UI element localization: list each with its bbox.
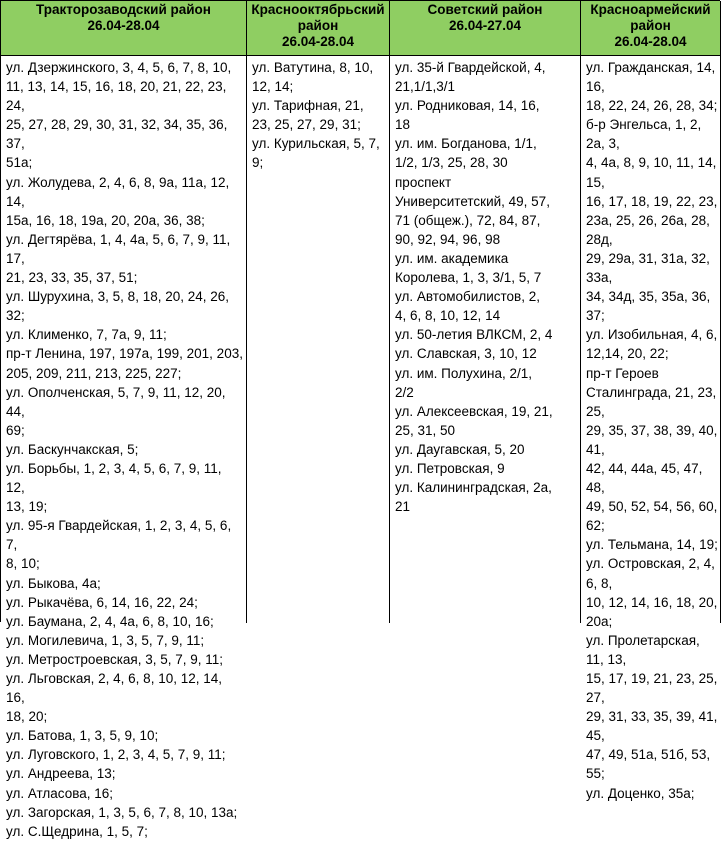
- address-line: ул. Петровская, 9: [395, 460, 505, 476]
- address-line: 21, 23, 33, 35, 37, 51;: [6, 270, 138, 286]
- address-line: ул. Ополченская, 5, 7, 9, 11, 12, 20, 44,: [6, 384, 226, 419]
- address-line: ул. Клименко, 7, 7а, 9, 11;: [6, 327, 167, 343]
- address-line: 2/2: [395, 384, 414, 400]
- address-line: 8, 10;: [6, 556, 40, 572]
- address-line: 18: [395, 117, 411, 133]
- address-line: ул. Дегтярёва, 1, 4, 4а, 5, 6, 7, 9, 11, 17,: [6, 231, 231, 266]
- address-line: ул. Могилевича, 1, 3, 5, 7, 9, 11;: [6, 632, 205, 648]
- address-line: ул. Шурухина, 3, 5, 8, 18, 20, 24, 26, 32;: [6, 289, 230, 324]
- address-line: ул. Луговского, 1, 2, 3, 4, 5, 7, 9, 11;: [6, 747, 226, 763]
- address-line: 47, 49, 51а, 51б, 53, 55;: [586, 747, 711, 782]
- address-list: [581, 57, 720, 801]
- address-line: ул. Загорская, 1, 3, 5, 6, 7, 8, 10, 13а;: [6, 804, 238, 820]
- column-krasnooktyabrsky: [247, 1, 390, 623]
- address-line: ул. им. академика: [395, 250, 509, 266]
- column-krasnoarmeysky: [581, 1, 721, 801]
- address-line: ул. 95-я Гвардейская, 1, 2, 3, 4, 5, 6, 7,: [6, 518, 232, 553]
- address-line: ул. Пролетарская, 11, 13,: [586, 632, 700, 667]
- address-line: 29, 31, 33, 35, 39, 41, 45,: [586, 709, 718, 744]
- address-line: 13, 19;: [6, 499, 48, 515]
- address-line: ул. Автомобилистов, 2,: [395, 289, 540, 305]
- address-line: ул. им. Полухина, 2/1,: [395, 365, 532, 381]
- address-line: ул. Родниковая, 14, 16,: [395, 98, 540, 114]
- address-line: проспект: [395, 174, 452, 190]
- address-line: 21,1/1,3/1: [395, 79, 456, 95]
- address-list: [390, 57, 580, 623]
- address-line: ул. Борьбы, 1, 2, 3, 4, 5, 6, 7, 9, 11, 12,: [6, 460, 222, 496]
- address-line: пр-т Героев: [586, 365, 659, 381]
- address-line: ул. Жолудева, 2, 4, 6, 8, 9а, 11а, 12, 14,: [6, 174, 230, 209]
- address-line: ул. Изобильная, 4, 6,: [586, 327, 718, 343]
- column-header: [390, 1, 580, 56]
- address-line: 21: [395, 499, 411, 515]
- address-line: ул. Калининградская, 2а,: [395, 480, 552, 496]
- address-line: ул. Гражданская, 14, 16,: [586, 60, 716, 95]
- date-range: 26.04-28.04: [87, 18, 160, 33]
- address-line: 15а, 16, 18, 19а, 20, 20а, 36, 38;: [6, 212, 205, 228]
- district-name: Советский район: [427, 2, 543, 17]
- address-line: 29, 35, 37, 38, 39, 40, 41,: [586, 422, 718, 457]
- address-line: ул. Островская, 2, 4, 6, 8,: [586, 556, 715, 591]
- address-line: 51а;: [6, 155, 33, 171]
- address-line: ул. Батова, 1, 3, 5, 9, 10;: [6, 728, 159, 744]
- address-list: [1, 57, 246, 839]
- address-line: 25, 31, 50: [395, 422, 456, 438]
- district-name: Краснооктябрьский район: [251, 2, 385, 33]
- address-line: 90, 92, 94, 96, 98: [395, 231, 501, 247]
- address-line: 29, 29а, 31, 31а, 32, 33а,: [586, 250, 710, 286]
- address-line: 23, 25, 27, 29, 31;: [252, 117, 361, 133]
- address-line: Университетский, 49, 57,: [395, 193, 550, 209]
- column-sovetsky: [390, 1, 581, 623]
- address-line: ул. Алексеевская, 19, 21,: [395, 403, 553, 419]
- address-list: [247, 57, 389, 623]
- address-line: ул. Андреева, 13;: [6, 766, 116, 782]
- address-line: 18, 22, 24, 26, 28, 34;: [586, 98, 718, 114]
- address-line: ул. Метростроевская, 3, 5, 7, 9, 11;: [6, 651, 224, 667]
- address-line: б-р Энгельса, 1, 2, 2а, 3,: [586, 117, 702, 152]
- address-line: 4, 6, 8, 10, 12, 14: [395, 308, 501, 324]
- address-line: 16, 17, 18, 19, 22, 23,: [586, 193, 718, 209]
- address-line: пр-т Ленина, 197, 197а, 199, 201, 203,: [6, 346, 243, 362]
- address-line: ул. Баумана, 2, 4, 4а, 6, 8, 10, 16;: [6, 613, 214, 629]
- address-line: ул. Баскунчакская, 5;: [6, 441, 139, 457]
- address-line: 1/2, 1/3, 25, 28, 30: [395, 155, 508, 171]
- address-line: 11, 13, 14, 15, 16, 18, 20, 21, 22, 23, 24,: [6, 79, 227, 114]
- address-line: ул. Тарифная, 21,: [252, 98, 364, 114]
- address-line: 12,14, 20, 22;: [586, 346, 669, 362]
- address-line: 9;: [252, 155, 264, 171]
- date-range: 26.04-28.04: [281, 34, 355, 49]
- district-name: Красноармейский район: [590, 2, 711, 33]
- column-header: [1, 1, 246, 56]
- column-traktorozavodsky: [1, 1, 247, 839]
- address-line: ул. Славская, 3, 10, 12: [395, 346, 537, 362]
- address-line: 15, 17, 19, 21, 23, 25, 27,: [586, 671, 718, 706]
- address-line: ул. Дзержинского, 3, 4, 5, 6, 7, 8, 10,: [6, 60, 232, 75]
- address-line: 49, 50, 52, 54, 56, 60, 62;: [586, 499, 718, 534]
- column-header: [247, 1, 389, 56]
- address-line: ул. Быкова, 4а;: [6, 575, 101, 591]
- address-line: 205, 209, 211, 213, 225, 227;: [6, 365, 182, 381]
- address-line: ул. им. Богданова, 1/1,: [395, 136, 537, 152]
- address-line: 25, 27, 28, 29, 30, 31, 32, 34, 35, 36, 37,: [6, 117, 228, 152]
- address-line: 4, 4а, 8, 9, 10, 11, 14, 15,: [586, 155, 717, 190]
- district-name: Тракторозаводский район: [36, 2, 211, 17]
- date-range: 26.04-28.04: [614, 34, 687, 49]
- column-header: [581, 1, 720, 56]
- address-line: 71 (общеж.), 72, 84, 87,: [395, 212, 541, 228]
- address-line: ул. Льговская, 2, 4, 6, 8, 10, 12, 14, 16,: [6, 671, 222, 706]
- address-line: ул. Ватутина, 8, 10,: [252, 60, 374, 75]
- address-line: ул. Даугавская, 5, 20: [395, 441, 525, 457]
- address-line: Сталинграда, 21, 23, 25,: [586, 384, 717, 419]
- address-line: Королева, 1, 3, 3/1, 5, 7: [395, 270, 542, 286]
- address-line: ул. Курильская, 5, 7,: [252, 136, 380, 152]
- address-line: 18, 20;: [6, 709, 48, 725]
- address-line: 12, 14;: [252, 79, 294, 95]
- address-line: 42, 44, 44а, 45, 47, 48,: [586, 460, 703, 496]
- address-line: 10, 12, 14, 16, 18, 20,: [586, 594, 718, 610]
- address-line: ул. Рыкачёва, 6, 14, 16, 22, 24;: [6, 594, 198, 610]
- address-line: ул. Доценко, 35а;: [586, 785, 695, 801]
- address-line: 23а, 25, 26, 26а, 28, 28д,: [586, 212, 710, 247]
- address-line: ул. Тельмана, 14, 19;: [586, 537, 718, 553]
- address-line: 69;: [6, 422, 25, 438]
- address-line: ул. 50-летия ВЛКСМ, 2, 4: [395, 327, 553, 343]
- date-range: 26.04-27.04: [448, 18, 522, 33]
- address-line: 34, 34д, 35, 35а, 36, 37;: [586, 289, 711, 324]
- address-line: 20а;: [586, 613, 613, 629]
- address-line: ул. 35-й Гвардейской, 4,: [395, 60, 546, 75]
- address-line: ул. С.Щедрина, 1, 5, 7;: [6, 823, 148, 839]
- address-line: ул. Атласова, 16;: [6, 785, 114, 801]
